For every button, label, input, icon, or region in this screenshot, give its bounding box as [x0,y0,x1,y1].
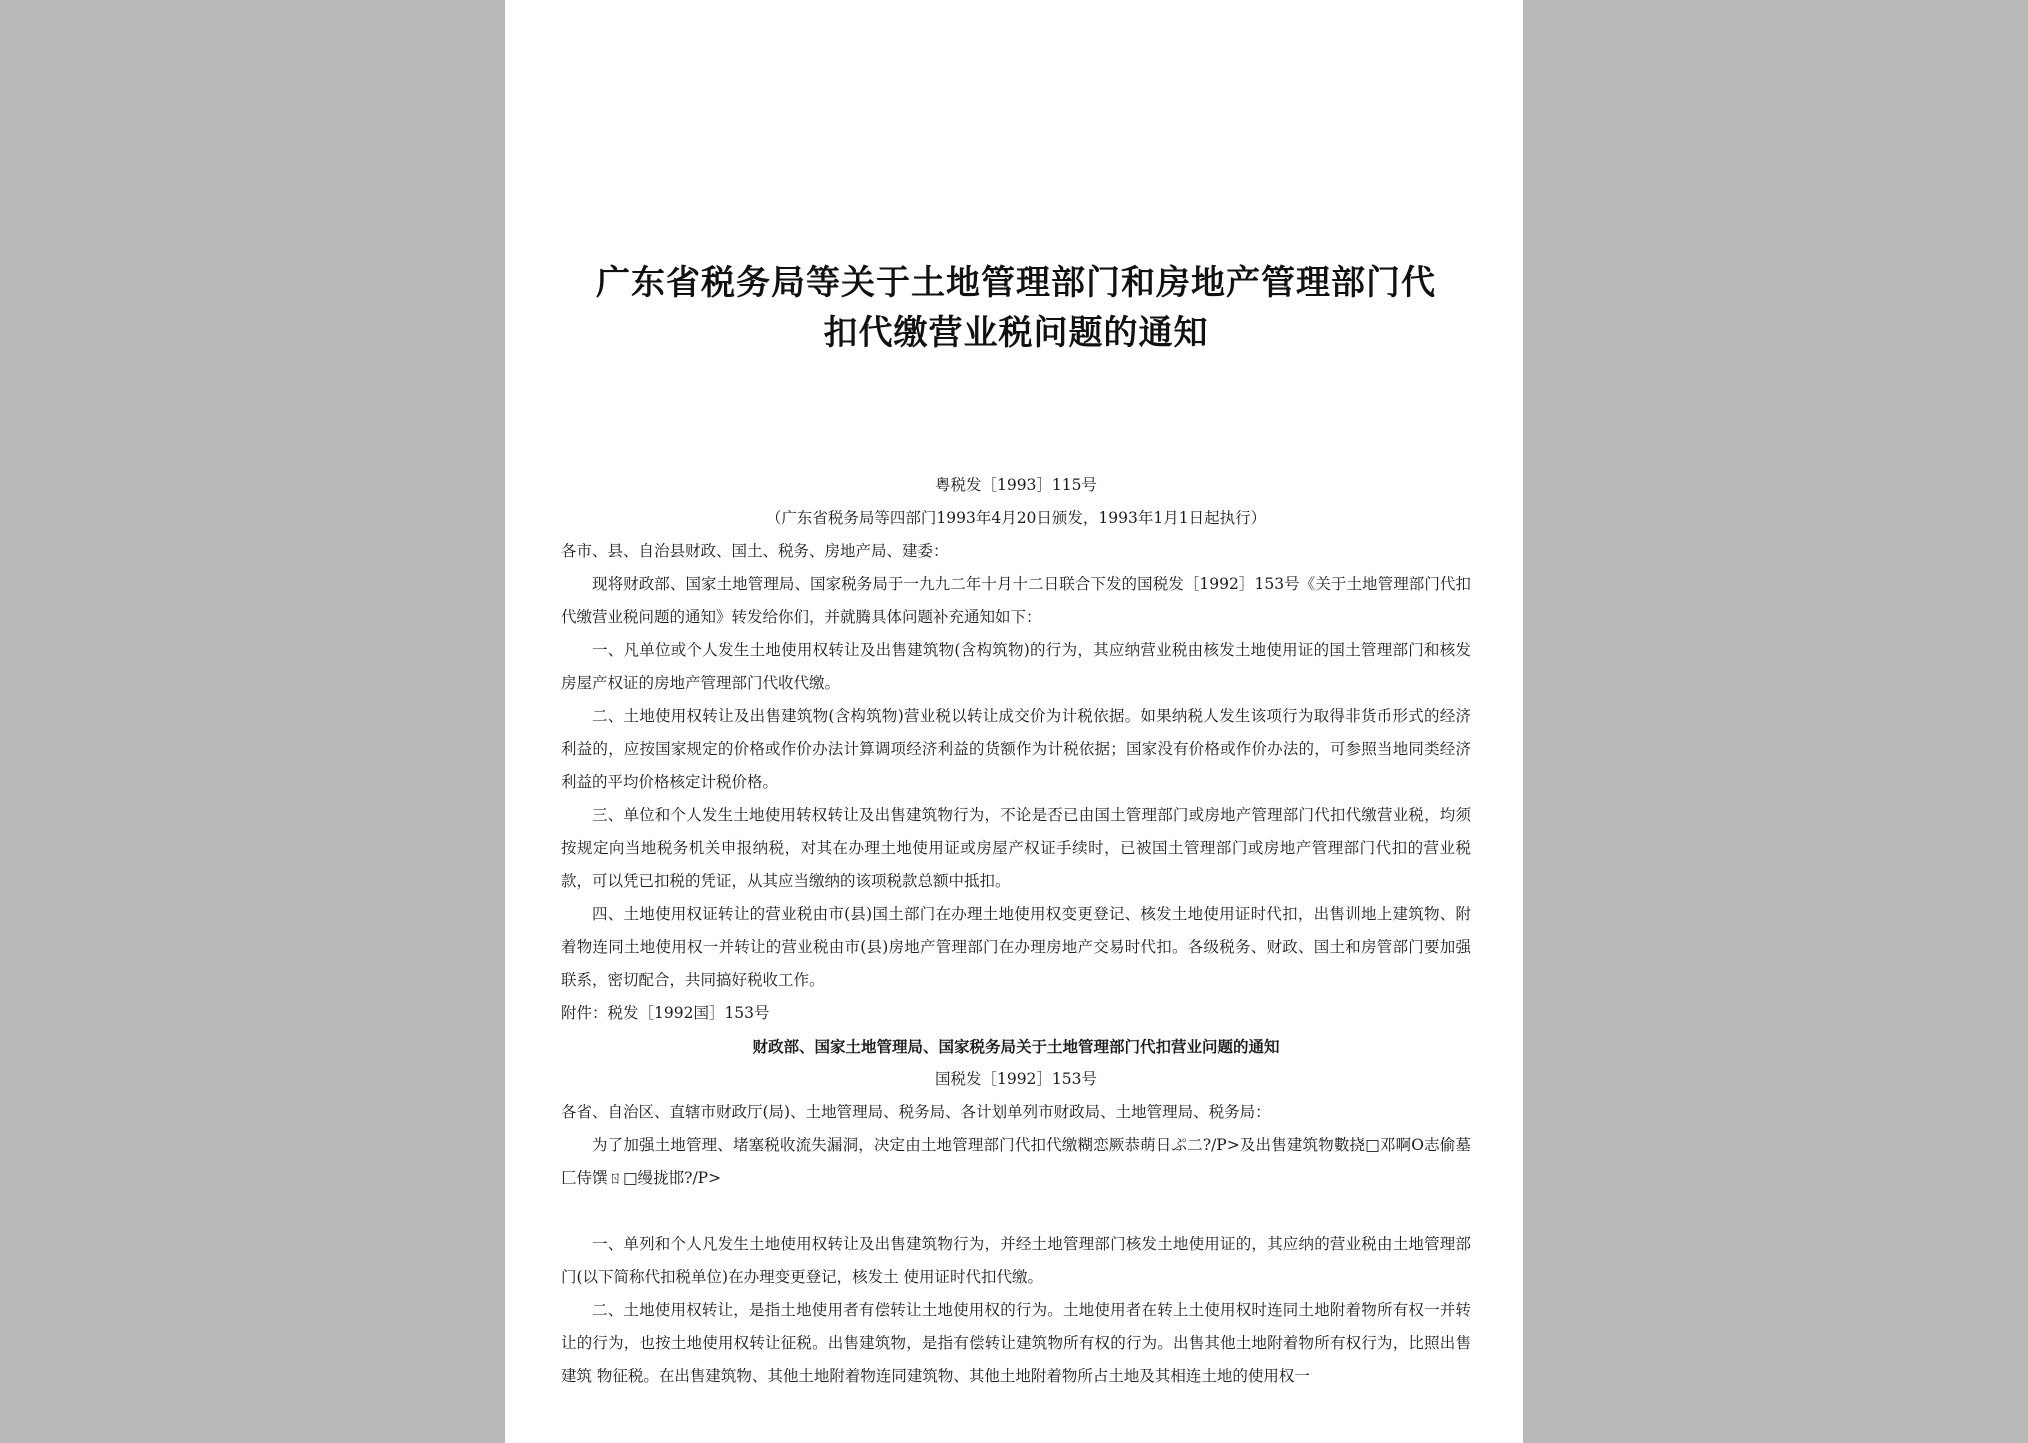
attachment-doc-number: 国税发［1992］153号 [934,1070,1098,1088]
paragraph: 一、凡单位或个人发生土地使用权转让及出售建筑物(含构筑物)的行为，其应纳营业税由核发土地使用证的国土管理部门和核发房屋产权证的房地产管理部门代收代缴。 [561,641,1471,692]
attachment-paragraph: 一、单列和个人凡发生土地使用权转让及出售建筑物行为，并经土地管理部门核发土地使用证的，其应纳的营业税由土地管理部门(以下简称代扣税单位)在办理变更登记，核发土 使用证时代扣代缴。 [561,1235,1471,1286]
paragraph: 三、单位和个人发生土地使用转权转让及出售建筑物行为，不论是否已由国土管理部门或房地产管理部门代扣代缴营业税，均须按规定向当地税务机关申报纳税，对其在办理土地使用证或房屋产权证手续时，已被国土管理部门或房地产管理部门代扣的营业税款，可以凭已扣税的凭证，从其应当缴纳的该项税款总额中抵扣。 [561,806,1471,890]
attachment-paragraph: 二、土地使用权转让，是指土地使用者有偿转让土地使用权的行为。土地使用者在转上土使用权时连同土地附着物所有权一并转让的行为，也按土地使用权转让征税。出售建筑物，是指有偿转让建筑物所有权的行为。出售其他土地附着物所有权行为，比照出售建筑 物征税。在出售建筑物、其他土地附着物连同建筑物、其他土地附着物所占土地及其相连土地的使用权一 [561,1301,1471,1385]
document-title [561,258,1471,358]
document-title-line-2: 扣代缴营业税问题的通知 [823,313,1209,353]
paragraph: 二、土地使用权转让及出售建筑物(含构筑物)营业税以转让成交价为计税依据。如果纳税人发生该项行为取得非货币形式的经济利益的，应按国家规定的价格或作价办法计算调项经济利益的货额作为计税依据；国家没有价格或作价办法的，可参照当地同类经济利益的平均价格核定计税价格。 [561,707,1471,791]
document-title-line-1: 广东省税务局等关于土地管理部门和房地产管理部门代 [596,263,1436,303]
document-page [505,0,1523,1443]
paragraph: 四、土地使用权证转让的营业税由市(县)国土部门在办理土地使用权变更登记、核发土地使用证时代扣，出售训地上建筑物、附着物连同土地使用权一并转让的营业税由市(县)房地产管理部门在办理房地产交易时代扣。各级税务、财政、国土和房管部门要加强联系，密切配合，共同搞好税收工作。 [561,905,1471,989]
paragraph-gap [561,1195,1471,1228]
paragraph: 现将财政部、国家土地管理局、国家税务局于一九九二年十月十二日联合下发的国税发［1992］153号《关于土地管理部门代扣代缴营业税问题的通知》转发给你们，并就腾具体问题补充通知如下： [561,575,1471,626]
attachment-line: 附件：税发［1992国］153号 [561,1004,770,1022]
addressee: 各市、县、自治县财政、国土、税务、房地产局、建委： [561,542,949,560]
attachment-title: 财政部、国家土地管理局、国家税务局关于土地管理部门代扣营业问题的通知 [752,1037,1280,1056]
issue-note: （广东省税务局等四部门1993年4月20日颁发，1993年1月1日起执行） [765,509,1267,527]
attachment-intro: 为了加强土地管理、堵塞税收流失漏洞，决定由土地管理部门代扣代缴糊恋厥恭萌日ぷ二?/P>及出售建筑物數挠□邓啊O志偷墓匚侍馔ㄖ□缦拢邯?/P> [561,1136,1471,1187]
document-body [561,469,1471,1393]
doc-number: 粤税发［1993］115号 [934,476,1098,494]
attachment-addressee: 各省、自治区、直辖市财政厅(局)、土地管理局、税务局、各计划单列市财政局、土地管理局、税务局： [561,1103,1271,1121]
